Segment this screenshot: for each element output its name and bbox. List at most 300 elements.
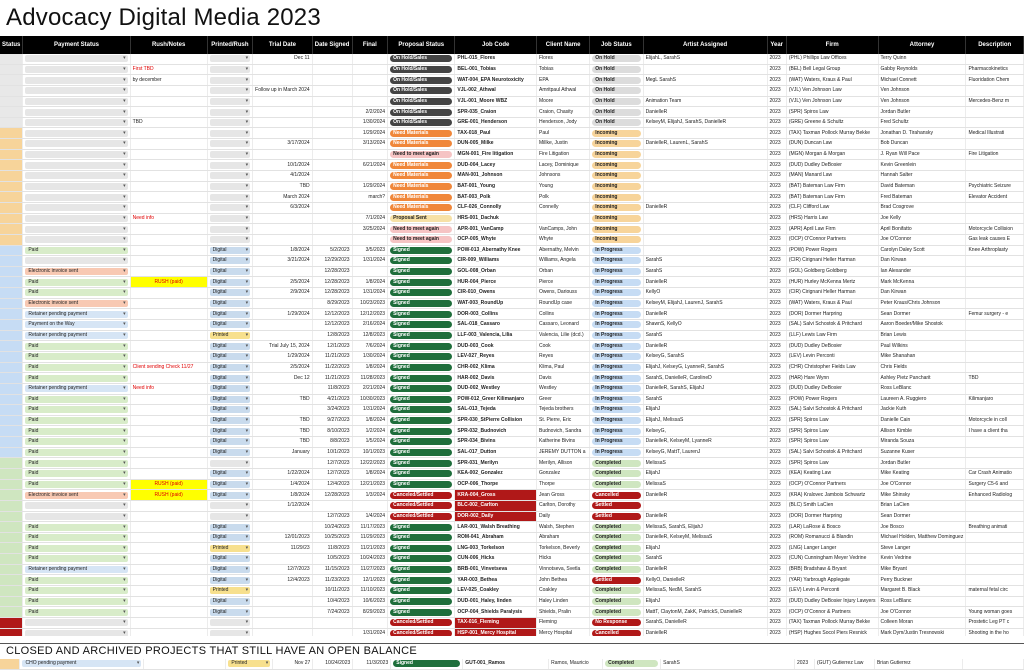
job-status[interactable]: Settled: [592, 513, 640, 520]
description[interactable]: [966, 171, 1024, 182]
payment-status-cell[interactable]: [23, 447, 130, 458]
table-row[interactable]: [0, 468, 1024, 479]
payment-status-dropdown[interactable]: Retainer pending payment ▾: [25, 566, 127, 573]
trial-date[interactable]: 4/1/2024: [253, 171, 312, 182]
artist-assigned[interactable]: SarahS: [661, 659, 795, 669]
job-status-cell[interactable]: [590, 266, 643, 277]
payment-status-dropdown[interactable]: [25, 172, 127, 179]
artist-assigned[interactable]: KelseyG, MattT, LaurenJ: [643, 447, 767, 458]
attorney[interactable]: Jackie Kuth: [878, 405, 966, 416]
table-row[interactable]: [0, 532, 1024, 543]
attorney[interactable]: Mike Shinsky: [878, 490, 966, 501]
proposal-status-cell[interactable]: [388, 256, 455, 267]
payment-status-cell[interactable]: [23, 224, 130, 235]
attorney[interactable]: Michael Holden, Matthew Dominguez: [878, 532, 966, 543]
proposal-status-cell[interactable]: [388, 75, 455, 86]
payment-status-cell[interactable]: [23, 554, 130, 565]
trial-date[interactable]: 1/8/2024: [253, 245, 312, 256]
description[interactable]: [966, 139, 1024, 150]
job-code[interactable]: ROM-041_Abraham: [455, 532, 537, 543]
status-indicator[interactable]: [0, 415, 23, 426]
status-indicator[interactable]: [0, 149, 23, 160]
payment-status-cell[interactable]: [23, 468, 130, 479]
description[interactable]: TBD: [966, 373, 1024, 384]
year[interactable]: 2023: [767, 617, 786, 628]
payment-status-cell[interactable]: [23, 617, 130, 628]
printed-rush-dropdown[interactable]: Digital ▾: [210, 300, 251, 307]
artist-assigned[interactable]: [643, 224, 767, 235]
client-name[interactable]: Polk: [536, 192, 589, 203]
job-code[interactable]: CIR-010_Owens: [455, 288, 537, 299]
description[interactable]: [966, 362, 1024, 373]
year[interactable]: 2023: [767, 341, 786, 352]
column-header[interactable]: Attorney: [878, 36, 966, 54]
payment-status-cell[interactable]: [23, 373, 130, 384]
table-row[interactable]: [0, 192, 1024, 203]
proposal-status[interactable]: Canceled/Settled: [390, 630, 452, 636]
printed-rush-dropdown[interactable]: Digital ▾: [210, 268, 251, 275]
date-signed[interactable]: [312, 234, 352, 245]
printed-rush-cell[interactable]: [226, 659, 273, 669]
printed-rush-cell[interactable]: [207, 54, 253, 64]
job-code[interactable]: OCP-005_Whyte: [455, 234, 537, 245]
description[interactable]: [966, 437, 1024, 448]
year[interactable]: 2023: [767, 171, 786, 182]
table-row[interactable]: [0, 415, 1024, 426]
firm[interactable]: (CHR) Christopher Fields Law: [786, 362, 878, 373]
proposal-status[interactable]: Signed: [390, 460, 452, 467]
client-name[interactable]: Jean Gross: [536, 490, 589, 501]
firm[interactable]: (SPR) Spiros Law: [786, 458, 878, 469]
firm[interactable]: (OCP) O'Connor Partners: [786, 479, 878, 490]
proposal-status[interactable]: On Hold/Sales: [390, 55, 452, 62]
job-status-cell[interactable]: [590, 532, 643, 543]
payment-status-cell[interactable]: [20, 659, 144, 669]
printed-rush-dropdown[interactable]: [210, 236, 251, 243]
payment-status-cell[interactable]: [23, 202, 130, 213]
status-indicator[interactable]: [0, 341, 23, 352]
artist-assigned[interactable]: ElijahL, SarahS: [643, 54, 767, 64]
proposal-status[interactable]: Canceled/Settled: [390, 619, 452, 626]
job-status-cell[interactable]: [590, 479, 643, 490]
year[interactable]: 2023: [767, 224, 786, 235]
firm[interactable]: (GRE) Greene & Schultz: [786, 117, 878, 128]
firm[interactable]: (YAR) Yarbrough Applegate: [786, 575, 878, 586]
trial-date[interactable]: [253, 628, 312, 636]
job-status-cell[interactable]: [590, 458, 643, 469]
payment-status-cell[interactable]: [23, 383, 130, 394]
client-name[interactable]: Connelly: [536, 202, 589, 213]
rush-notes[interactable]: [130, 511, 207, 522]
status-indicator[interactable]: [0, 575, 23, 586]
artist-assigned[interactable]: KelseyM, ElijahJ, LaurenJ, SarahS: [643, 298, 767, 309]
date-signed[interactable]: [312, 202, 352, 213]
printed-rush-cell[interactable]: [207, 362, 253, 373]
final-date[interactable]: 7/6/2024: [352, 341, 388, 352]
final-date[interactable]: march?: [352, 192, 388, 203]
trial-date[interactable]: 1/12/2024: [253, 500, 312, 511]
proposal-status-cell[interactable]: [388, 351, 455, 362]
job-status-cell[interactable]: [590, 522, 643, 533]
status-indicator[interactable]: [0, 224, 23, 235]
job-status-cell[interactable]: [590, 128, 643, 139]
payment-status-dropdown[interactable]: [25, 226, 127, 233]
table-row[interactable]: [0, 479, 1024, 490]
printed-rush-cell[interactable]: [207, 479, 253, 490]
final-date[interactable]: 12/22/2023: [352, 458, 388, 469]
attorney[interactable]: Laureen A. Ruggiero: [878, 394, 966, 405]
printed-rush-dropdown[interactable]: [210, 77, 251, 84]
artist-assigned[interactable]: DanielleR: [643, 490, 767, 501]
payment-status-dropdown[interactable]: [25, 109, 127, 116]
proposal-status[interactable]: Need Materials: [390, 204, 452, 211]
final-date[interactable]: 6/21/2024: [352, 160, 388, 171]
trial-date[interactable]: [253, 511, 312, 522]
artist-assigned[interactable]: DanielleR: [643, 628, 767, 636]
table-row[interactable]: [0, 458, 1024, 469]
job-status-cell[interactable]: [590, 351, 643, 362]
artist-assigned[interactable]: [643, 64, 767, 75]
status-indicator[interactable]: [0, 330, 23, 341]
printed-rush-dropdown[interactable]: Printed ▾: [228, 660, 270, 667]
firm[interactable]: (OCP) O'Connor Partners: [786, 234, 878, 245]
description[interactable]: Gas leak causes E: [966, 234, 1024, 245]
artist-assigned[interactable]: [643, 128, 767, 139]
job-status[interactable]: Completed: [592, 555, 640, 562]
trial-date[interactable]: 1/8/2024: [253, 490, 312, 501]
payment-status-dropdown[interactable]: Retainer pending payment ▾: [25, 311, 127, 318]
proposal-status[interactable]: Signed: [390, 555, 452, 562]
rush-notes[interactable]: [130, 437, 207, 448]
year[interactable]: 2023: [767, 554, 786, 565]
status-indicator[interactable]: [0, 192, 23, 203]
proposal-status-cell[interactable]: [388, 607, 455, 618]
payment-status-cell[interactable]: [23, 543, 130, 554]
proposal-status-cell[interactable]: [388, 479, 455, 490]
proposal-status-cell[interactable]: [388, 181, 455, 192]
rush-notes[interactable]: [130, 522, 207, 533]
status-indicator[interactable]: [0, 522, 23, 533]
client-name[interactable]: Carlton, Dorothy: [536, 500, 589, 511]
attorney[interactable]: Gabby Reynolds: [878, 64, 966, 75]
firm[interactable]: (LEV) Levin Perconti: [786, 351, 878, 362]
final-date[interactable]: 1/2/2024: [352, 426, 388, 437]
spreadsheet[interactable]: [0, 36, 1024, 636]
proposal-status[interactable]: Signed: [390, 598, 452, 605]
proposal-status-cell[interactable]: [388, 171, 455, 182]
payment-status-cell[interactable]: [23, 394, 130, 405]
job-status-cell[interactable]: [590, 288, 643, 299]
client-name[interactable]: Paul: [536, 128, 589, 139]
artist-assigned[interactable]: KellyO, DanielleR: [643, 575, 767, 586]
rush-notes[interactable]: First TBD: [130, 64, 207, 75]
attorney[interactable]: Ian Alexander: [878, 266, 966, 277]
job-status-cell[interactable]: [590, 149, 643, 160]
rush-notes[interactable]: [144, 659, 226, 669]
payment-status-dropdown[interactable]: Paid ▾: [25, 247, 127, 254]
artist-assigned[interactable]: [643, 500, 767, 511]
description[interactable]: [966, 341, 1024, 352]
firm[interactable]: (WAT) Waters, Kraus & Paul: [786, 298, 878, 309]
description[interactable]: Mercedes-Benz m: [966, 96, 1024, 107]
proposal-status-cell[interactable]: [388, 405, 455, 416]
printed-rush-cell[interactable]: [207, 288, 253, 299]
job-status[interactable]: On Hold: [592, 66, 640, 73]
rush-notes[interactable]: [130, 575, 207, 586]
proposal-status-cell[interactable]: [388, 266, 455, 277]
year[interactable]: 2023: [767, 362, 786, 373]
year[interactable]: 2023: [767, 309, 786, 320]
payment-status-dropdown[interactable]: [25, 162, 127, 169]
status-indicator[interactable]: [0, 107, 23, 118]
job-code[interactable]: VJL-002_Athwal: [455, 85, 537, 96]
status-indicator[interactable]: [0, 458, 23, 469]
rush-notes[interactable]: [130, 128, 207, 139]
proposal-status[interactable]: Signed: [390, 406, 452, 413]
printed-rush-dropdown[interactable]: [210, 55, 251, 62]
printed-rush-dropdown[interactable]: Digital ▾: [210, 577, 251, 584]
firm[interactable]: (SPR) Spiros Law: [786, 437, 878, 448]
table-row[interactable]: [0, 341, 1024, 352]
printed-rush-cell[interactable]: [207, 234, 253, 245]
column-header[interactable]: Payment Status: [23, 36, 130, 54]
artist-assigned[interactable]: MelissaS: [643, 479, 767, 490]
firm[interactable]: (PHL) Phillips Law Offices: [786, 54, 878, 64]
status-indicator[interactable]: [0, 532, 23, 543]
column-header[interactable]: Trial Date: [253, 36, 312, 54]
column-header[interactable]: Rush/Notes: [130, 36, 207, 54]
table-row[interactable]: [0, 107, 1024, 118]
trial-date[interactable]: [253, 128, 312, 139]
artist-assigned[interactable]: DanielleR: [643, 564, 767, 575]
job-status[interactable]: Completed: [592, 587, 640, 594]
attorney[interactable]: Sean Dormer: [878, 511, 966, 522]
firm[interactable]: (SAL) Salvi Schostok & Pritchard: [786, 405, 878, 416]
job-status[interactable]: On Hold: [592, 119, 640, 126]
year[interactable]: 2023: [767, 85, 786, 96]
description[interactable]: [966, 288, 1024, 299]
attorney[interactable]: Jordan Butler: [878, 107, 966, 118]
description[interactable]: [966, 320, 1024, 331]
attorney[interactable]: Miranda Souza: [878, 437, 966, 448]
payment-status-dropdown[interactable]: Paid ▾: [25, 545, 127, 552]
table-row[interactable]: [0, 522, 1024, 533]
final-date[interactable]: 2/21/2024: [352, 383, 388, 394]
proposal-status-cell[interactable]: [388, 309, 455, 320]
artist-assigned[interactable]: MelissaS, NedM, SarahS: [643, 586, 767, 597]
payment-status-dropdown[interactable]: Paid ▾: [25, 524, 127, 531]
artist-assigned[interactable]: ElijahJ: [643, 543, 767, 554]
job-code[interactable]: KEA-002_Gonzalez: [455, 468, 537, 479]
rush-notes[interactable]: Client sending Check 11/27: [130, 362, 207, 373]
status-indicator[interactable]: [0, 171, 23, 182]
table-row[interactable]: [0, 437, 1024, 448]
artist-assigned[interactable]: [643, 181, 767, 192]
rush-notes[interactable]: [130, 532, 207, 543]
table-row[interactable]: [0, 245, 1024, 256]
final-date[interactable]: 1/30/2024: [352, 117, 388, 128]
final-date[interactable]: 1/3/2024: [352, 490, 388, 501]
description[interactable]: [966, 330, 1024, 341]
printed-rush-cell[interactable]: [207, 426, 253, 437]
payment-status-dropdown[interactable]: Electronic invoice sent ▾: [25, 492, 127, 499]
rush-notes[interactable]: [130, 458, 207, 469]
table-row[interactable]: [0, 213, 1024, 224]
attorney[interactable]: Brian Gutierrez: [874, 659, 962, 669]
table-row[interactable]: [0, 607, 1024, 618]
final-date[interactable]: 1/31/2024: [352, 405, 388, 416]
job-code[interactable]: GUT-001_Ramos: [463, 659, 549, 669]
rush-notes[interactable]: Need info: [130, 383, 207, 394]
printed-rush-dropdown[interactable]: Digital ▾: [210, 492, 251, 499]
printed-rush-dropdown[interactable]: [210, 619, 251, 626]
date-signed[interactable]: 4/21/2023: [312, 394, 352, 405]
proposal-status-cell[interactable]: [388, 543, 455, 554]
date-signed[interactable]: 12/28/2023: [312, 277, 352, 288]
status-indicator[interactable]: [0, 288, 23, 299]
printed-rush-cell[interactable]: [207, 277, 253, 288]
proposal-status[interactable]: On Hold/Sales: [390, 77, 452, 84]
payment-status-cell[interactable]: [23, 575, 130, 586]
status-indicator[interactable]: [0, 277, 23, 288]
payment-status-dropdown[interactable]: Paid ▾: [25, 428, 127, 435]
job-code[interactable]: WAT-003_RoundUp: [455, 298, 537, 309]
job-code[interactable]: SPR-035_Craion: [455, 107, 537, 118]
status-indicator[interactable]: [0, 394, 23, 405]
table-row[interactable]: [0, 181, 1024, 192]
table-row[interactable]: [0, 85, 1024, 96]
rush-notes[interactable]: Need info: [130, 213, 207, 224]
client-name[interactable]: Fire Litigation: [536, 149, 589, 160]
year[interactable]: 2023: [767, 405, 786, 416]
payment-status-dropdown[interactable]: [25, 151, 127, 158]
trial-date[interactable]: 12/01/2023: [253, 532, 312, 543]
printed-rush-cell[interactable]: [207, 192, 253, 203]
attorney[interactable]: Dan Kirwan: [878, 256, 966, 267]
year[interactable]: 2023: [767, 351, 786, 362]
job-code[interactable]: POW-012_Greer Kilimanjaro: [455, 394, 537, 405]
date-signed[interactable]: 11/8/2023: [312, 383, 352, 394]
proposal-status-cell[interactable]: [388, 458, 455, 469]
artist-assigned[interactable]: DanielleR, KelseyM, LyanneR: [643, 437, 767, 448]
status-indicator[interactable]: [0, 607, 23, 618]
date-signed[interactable]: 12/7/2023: [312, 511, 352, 522]
year[interactable]: 2023: [767, 75, 786, 86]
printed-rush-dropdown[interactable]: Digital ▾: [210, 353, 251, 360]
attorney[interactable]: Joe O'Connor: [878, 479, 966, 490]
table-row[interactable]: [0, 405, 1024, 416]
proposal-status-cell[interactable]: [388, 202, 455, 213]
printed-rush-dropdown[interactable]: Printed ▾: [210, 332, 251, 339]
artist-assigned[interactable]: ElijahJ: [643, 405, 767, 416]
proposal-status[interactable]: Signed: [390, 300, 452, 307]
year[interactable]: 2023: [767, 202, 786, 213]
proposal-status-cell[interactable]: [388, 107, 455, 118]
attorney[interactable]: Danielle Cain: [878, 415, 966, 426]
payment-status-dropdown[interactable]: Electronic invoice sent ▾: [25, 268, 127, 275]
job-status-cell[interactable]: [590, 298, 643, 309]
year[interactable]: 2023: [767, 298, 786, 309]
trial-date[interactable]: [253, 234, 312, 245]
table-row[interactable]: [0, 288, 1024, 299]
description[interactable]: [962, 659, 1023, 669]
job-status-cell[interactable]: [590, 320, 643, 331]
date-signed[interactable]: 11/22/2023: [312, 362, 352, 373]
description[interactable]: [966, 107, 1024, 118]
date-signed[interactable]: 10/25/2023: [312, 532, 352, 543]
job-code[interactable]: DUD-003_Cook: [455, 341, 537, 352]
printed-rush-cell[interactable]: [207, 575, 253, 586]
artist-assigned[interactable]: MegL SarahS: [643, 75, 767, 86]
table-row[interactable]: [0, 224, 1024, 235]
printed-rush-cell[interactable]: [207, 628, 253, 636]
proposal-status[interactable]: Signed: [390, 268, 452, 275]
date-signed[interactable]: 8/10/2023: [312, 426, 352, 437]
proposal-status-cell[interactable]: [388, 628, 455, 636]
date-signed[interactable]: [312, 96, 352, 107]
job-status-cell[interactable]: [590, 490, 643, 501]
client-name[interactable]: Abraham: [536, 532, 589, 543]
column-header[interactable]: Firm: [786, 36, 878, 54]
status-indicator[interactable]: [0, 64, 23, 75]
year[interactable]: 2023: [767, 117, 786, 128]
status-indicator[interactable]: [0, 564, 23, 575]
firm[interactable]: (LAR) LaRose & Bosco: [786, 522, 878, 533]
artist-assigned[interactable]: [643, 160, 767, 171]
rush-notes[interactable]: [130, 617, 207, 628]
trial-date[interactable]: Trial July 15, 2024: [253, 341, 312, 352]
payment-status-dropdown[interactable]: Paid ▾: [25, 460, 127, 467]
job-code[interactable]: BAT-001_Young: [455, 181, 537, 192]
status-indicator[interactable]: [0, 554, 23, 565]
proposal-status-cell[interactable]: [388, 426, 455, 437]
attorney[interactable]: Suzanne Kuser: [878, 447, 966, 458]
payment-status-cell[interactable]: [23, 405, 130, 416]
job-code[interactable]: TAX-018_Paul: [455, 128, 537, 139]
firm[interactable]: (SAL) Salvi Schostok & Pritchard: [786, 320, 878, 331]
job-status[interactable]: Completed: [592, 460, 640, 467]
proposal-status[interactable]: Signed: [390, 289, 452, 296]
rush-notes[interactable]: [130, 564, 207, 575]
firm[interactable]: (GUT) Gutierrez Law: [814, 659, 874, 669]
job-status[interactable]: In Progress: [592, 332, 640, 339]
trial-date[interactable]: January: [253, 447, 312, 458]
firm[interactable]: (CIR) Cirignani Heller Harman: [786, 256, 878, 267]
payment-status-dropdown[interactable]: Paid ▾: [25, 470, 127, 477]
status-indicator[interactable]: [0, 256, 23, 267]
status-indicator[interactable]: [0, 309, 23, 320]
proposal-status[interactable]: Signed: [390, 385, 452, 392]
artist-assigned[interactable]: ShawnS, KellyO: [643, 320, 767, 331]
trial-date[interactable]: [253, 64, 312, 75]
artist-assigned[interactable]: DanielleR: [643, 309, 767, 320]
firm[interactable]: (DOR) Dormer Harpring: [786, 511, 878, 522]
payment-status-cell[interactable]: [23, 128, 130, 139]
date-signed[interactable]: [312, 213, 352, 224]
table-row[interactable]: [0, 320, 1024, 331]
year[interactable]: 2023: [767, 383, 786, 394]
year[interactable]: 2023: [767, 149, 786, 160]
payment-status-cell[interactable]: [23, 437, 130, 448]
printed-rush-dropdown[interactable]: [210, 502, 251, 509]
year[interactable]: 2023: [767, 511, 786, 522]
date-signed[interactable]: 11/8/2023: [312, 543, 352, 554]
payment-status-dropdown[interactable]: [25, 257, 127, 264]
printed-rush-dropdown[interactable]: Digital ▾: [210, 481, 251, 488]
date-signed[interactable]: 11/15/2023: [312, 564, 352, 575]
trial-date[interactable]: Dec 12: [253, 373, 312, 384]
year[interactable]: 2023: [767, 426, 786, 437]
